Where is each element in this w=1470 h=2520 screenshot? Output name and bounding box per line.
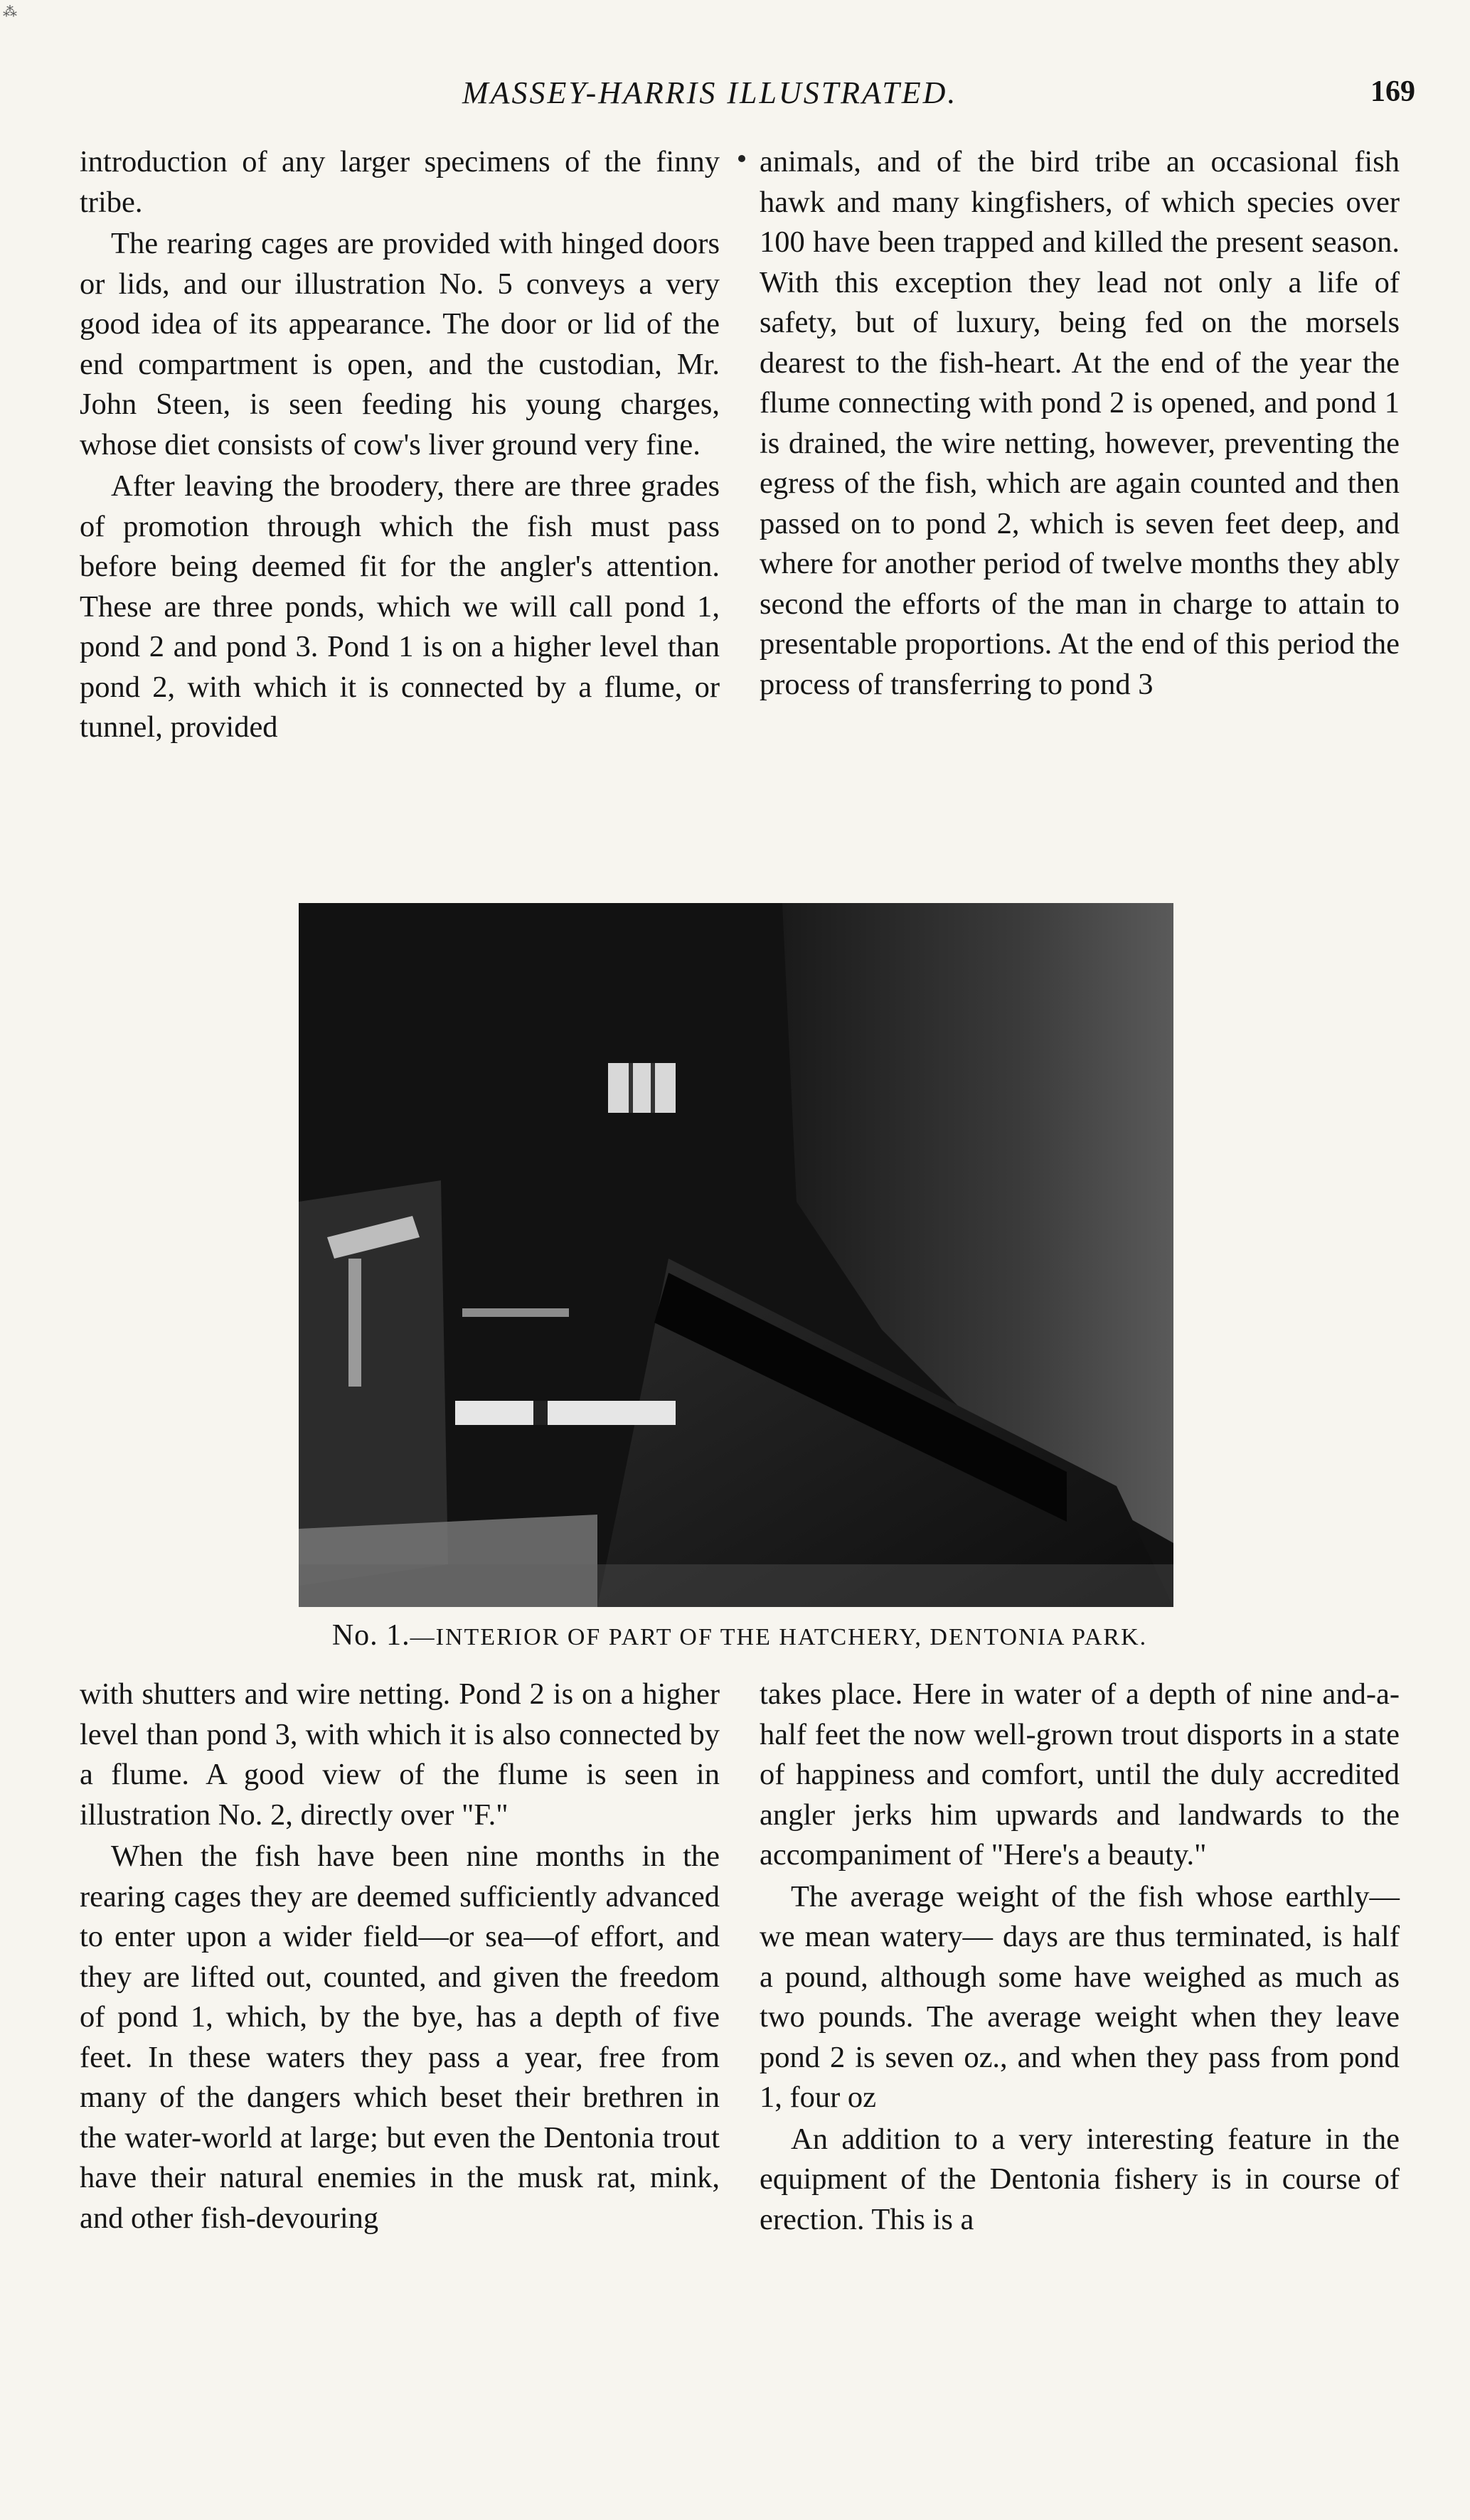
running-title: MASSEY-HARRIS ILLUSTRATED. [462, 75, 958, 110]
caption-label: No. 1. [331, 1619, 410, 1652]
hatchery-photograph [299, 903, 1173, 1607]
paragraph: introduction of any larger specimens of the finny tribe. [80, 145, 720, 219]
column-bottom-right [760, 1675, 1400, 2240]
column-top-right [760, 142, 1400, 705]
paragraph: takes place. Here in water of a depth of nine and-a-half feet the now well-grown trout disports in a state of happiness and comfort, until the duly accredited angler jerks him upwards and landwards to the accompaniment of "Here's a beauty." [760, 1677, 1400, 1872]
paragraph: After leaving the broodery, there are three grades of promotion through which the fish must pass before being deemed fit for the angler's attention. These are three ponds, which we will call pond 1, pond 2 and pond 3. Pond 1 is on a higher level than pond 2, with which it is connected by a flume, or tunnel, provided [80, 469, 720, 744]
running-header [78, 75, 1415, 124]
paragraph: The rearing cages are provided with hinged doors or lids, and our illustration No. 5 conveys a very good idea of its appearance. The door or lid of the end compartment is open, and the custodian, Mr. John Steen, is seen feeding his young charges, whose diet consists of cow's liver ground very fine. [80, 227, 720, 461]
page-number: 169 [1370, 75, 1415, 108]
figure-caption [213, 1618, 1266, 1653]
scan-artifact: ⁂ [3, 3, 17, 20]
ink-dot [738, 155, 745, 162]
caption-text: —INTERIOR OF PART OF THE HATCHERY, DENTONIA PARK. [410, 1624, 1148, 1650]
column-top-left [80, 142, 720, 748]
photo-illustration [299, 903, 1173, 1607]
paragraph: An addition to a very interesting feature in the equipment of the Dentonia fishery is in course of erection. This is a [760, 2122, 1400, 2236]
column-bottom-left [80, 1675, 720, 2238]
paragraph: with shutters and wire netting. Pond 2 is on a higher level than pond 3, with which it is also connected by a flume. A good view of the flume is seen in illustration No. 2, directly over "F." [80, 1677, 720, 1832]
paragraph: When the fish have been nine months in the rearing cages they are deemed sufficiently advanced to enter upon a wider field—or sea—of effort, and they are lifted out, counted, and given the freedom of pond 1, which, by the bye, has a depth of five feet. In these waters they pass a year, free from many of the dangers which beset their brethren in the water-world at large; but even the Dentonia trout have their natural enemies in the musk rat, mink, and other fish-devouring [80, 1840, 720, 2235]
paragraph: The average weight of the fish whose earthly— we mean watery— days are thus terminated, is half a pound, although some have weighed as much as two pounds. The average weight when they leave pond 2 is seven oz., and when they pass from pond 1, four oz [760, 1879, 1400, 2114]
paragraph: animals, and of the bird tribe an occasional fish hawk and many kingfishers, of which species over 100 have been trapped and killed the present season. With this exception they lead not only a life of safety, but of luxury, being fed on the morsels dearest to the fish-heart. At the end of the year the flume connecting with pond 2 is opened, and pond 1 is drained, the wire netting, however, preventing the egress of the fish, which are again counted and then passed on to pond 2, which is seven feet deep, and where for another period of twelve months they ably second the efforts of the man in charge to attain to presentable proportions. At the end of this period the process of transferring to pond 3 [760, 145, 1400, 701]
